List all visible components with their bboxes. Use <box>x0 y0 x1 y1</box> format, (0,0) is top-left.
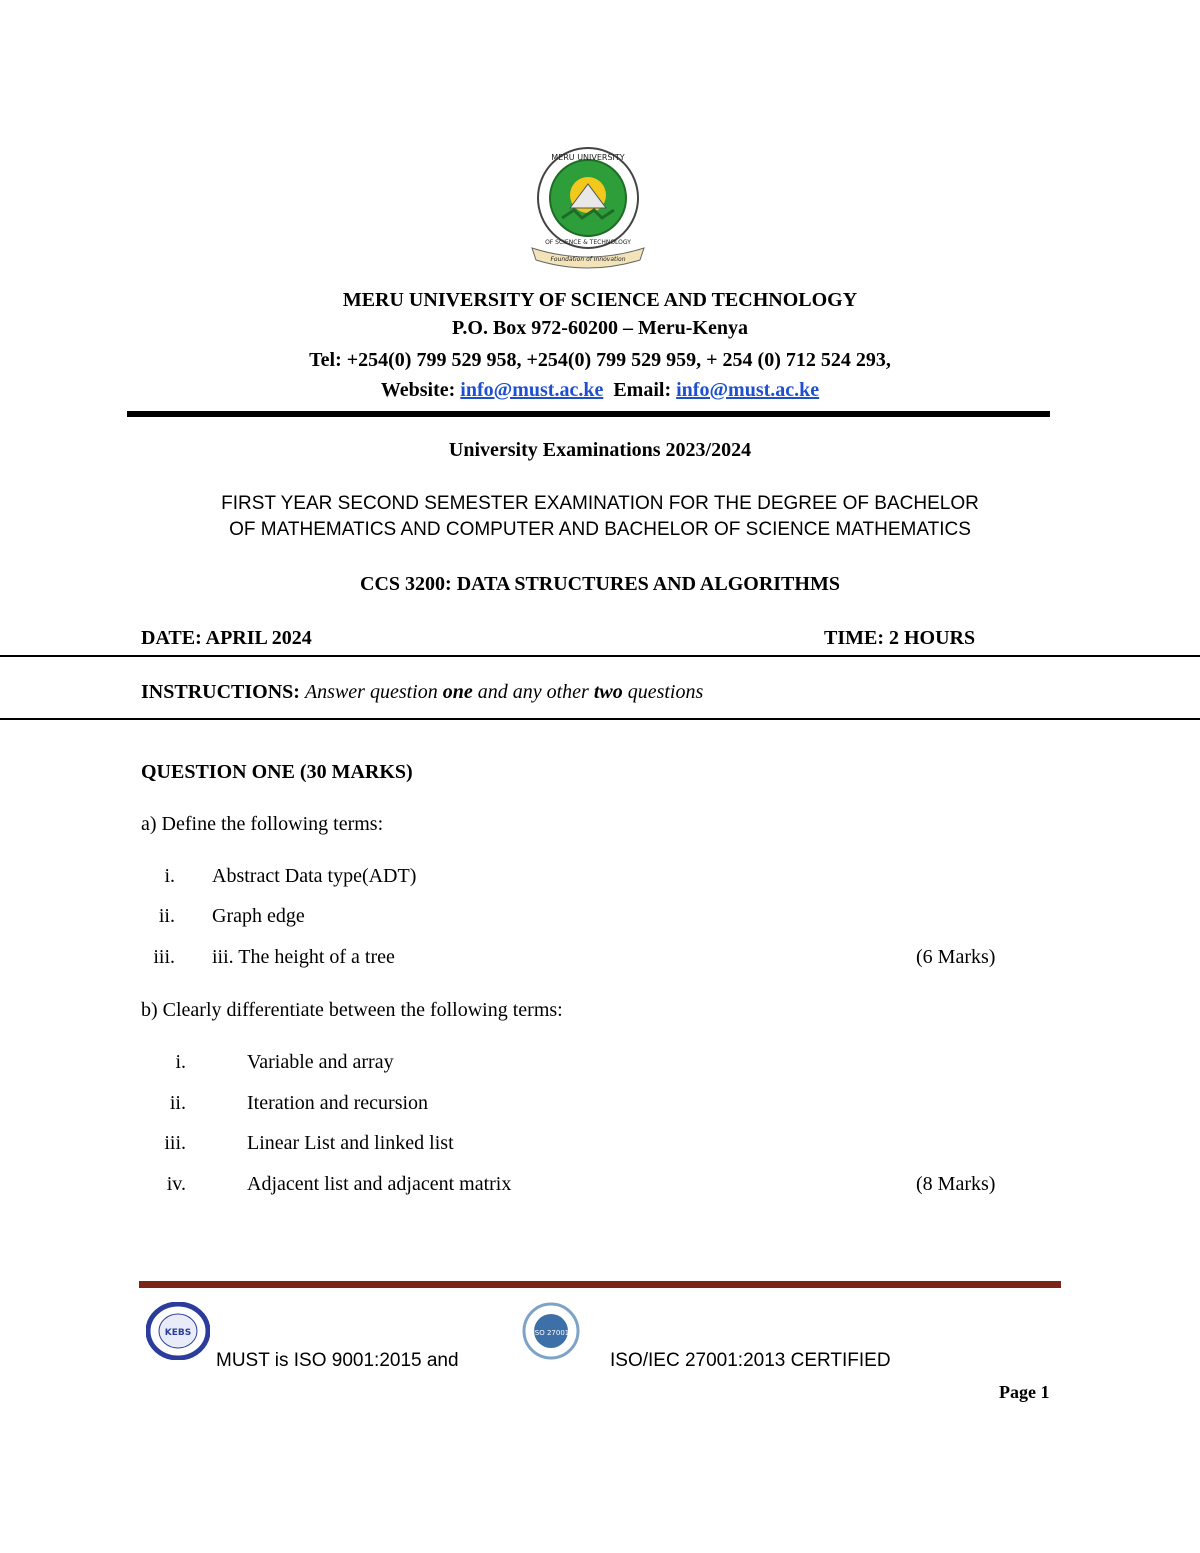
programme-line-2: OF MATHEMATICS AND COMPUTER AND BACHELOR OF SCIENCE MATHEMATICS <box>229 519 971 540</box>
list-item-text: Variable and array <box>247 1051 394 1073</box>
list-item-number: iii. <box>153 946 175 968</box>
list-item-number: i. <box>175 1051 186 1073</box>
kebs-badge-text: KEBS <box>164 1328 192 1338</box>
part-b-marks: (8 Marks) <box>916 1173 996 1195</box>
instructions <box>141 680 703 704</box>
list-item-number: iv. <box>166 1173 186 1195</box>
header-divider <box>127 411 1050 417</box>
list-item-number: ii. <box>158 905 175 927</box>
logo-motto: Foundation of Innovation <box>550 256 626 263</box>
instructions-two: two <box>593 681 623 703</box>
kebs-certification-badge <box>146 1302 210 1360</box>
list-item-number: iii. <box>164 1132 186 1154</box>
exam-date: DATE: APRIL 2024 <box>141 627 312 649</box>
list-item-number: i. <box>164 865 175 887</box>
question-one-heading: QUESTION ONE (30 MARKS) <box>141 761 413 783</box>
programme-line-1: FIRST YEAR SECOND SEMESTER EXAMINATION FOR THE DEGREE OF BACHELOR <box>221 493 979 514</box>
part-a-marks: (6 Marks) <box>916 946 996 968</box>
part-a-prompt: a) Define the following terms: <box>141 813 384 835</box>
list-item-text: iii. The height of a tree <box>212 946 395 968</box>
university-name: MERU UNIVERSITY OF SCIENCE AND TECHNOLOGY <box>342 289 858 311</box>
list-item-text: Linear List and linked list <box>247 1132 454 1154</box>
list-item-number: ii. <box>169 1092 186 1114</box>
address: P.O. Box 972-60200 – Meru-Kenya <box>452 317 748 339</box>
certification-text-1: MUST is ISO 9001:2015 and <box>216 1350 459 1371</box>
instructions-divider <box>0 718 1200 720</box>
contact-line <box>0 378 1200 402</box>
course-title: CCS 3200: DATA STRUCTURES AND ALGORITHMS <box>360 573 840 595</box>
instructions-label: INSTRUCTIONS: <box>141 681 300 703</box>
email-label: Email: <box>613 379 672 401</box>
website-label: Website: <box>380 379 456 401</box>
instructions-text-3: questions <box>622 681 704 703</box>
part-b-prompt: b) Clearly differentiate between the following terms: <box>141 999 563 1021</box>
exam-time: TIME: 2 HOURS <box>824 627 976 649</box>
iso-badge-text: ISO 27001 <box>532 1329 570 1337</box>
instructions-text-2: and any other <box>472 681 594 703</box>
certification-text-2: ISO/IEC 27001:2013 CERTIFIED <box>610 1350 891 1371</box>
list-item-text: Iteration and recursion <box>247 1092 429 1114</box>
exam-session: University Examinations 2023/2024 <box>448 439 752 461</box>
date-divider <box>0 655 1200 657</box>
list-item-text: Graph edge <box>212 905 305 927</box>
logo-bottom-text: OF SCIENCE & TECHNOLOGY <box>545 239 631 246</box>
footer-divider <box>139 1281 1061 1288</box>
instructions-one: one <box>442 681 473 703</box>
email-link[interactable]: info@must.ac.ke <box>676 379 820 401</box>
list-item-text: Adjacent list and adjacent matrix <box>247 1173 512 1195</box>
iso-certification-badge <box>522 1302 580 1360</box>
list-item-text: Abstract Data type(ADT) <box>212 865 417 887</box>
instructions-text-1: Answer question <box>304 681 443 703</box>
website-link[interactable]: info@must.ac.ke <box>460 379 604 401</box>
logo-top-text: MERU UNIVERSITY <box>551 153 625 162</box>
telephone: Tel: +254(0) 799 529 958, +254(0) 799 529 959, + 254 (0) 712 524 293, <box>309 349 891 371</box>
page-number: Page 1 <box>999 1382 1050 1402</box>
university-logo <box>522 140 648 272</box>
